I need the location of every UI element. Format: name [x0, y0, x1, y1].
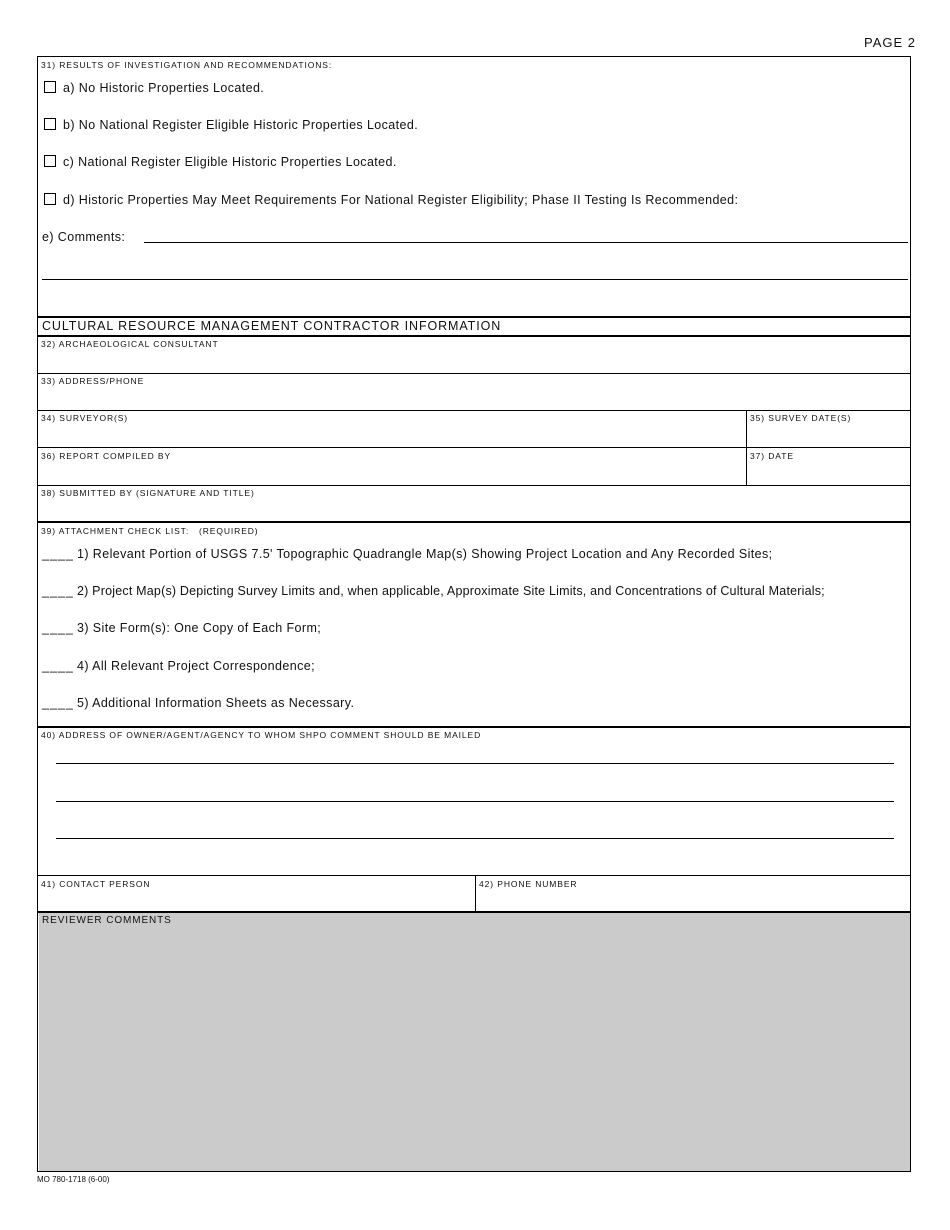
survey-dates-label: 35) SURVEY DATE(S) — [750, 413, 852, 423]
results-label: 31) RESULTS OF INVESTIGATION AND RECOMMENDATIONS: — [41, 60, 333, 70]
checklist-blank-2[interactable]: ____ — [42, 584, 74, 598]
checklist-blank-5[interactable]: ____ — [42, 696, 74, 710]
mailing-address-line-2[interactable] — [56, 801, 894, 802]
contact-person-label: 41) CONTACT PERSON — [41, 879, 151, 889]
comments-line-2[interactable] — [42, 279, 908, 280]
mailing-address-line-3[interactable] — [56, 838, 894, 839]
divider — [38, 521, 910, 523]
submitted-by-label: 38) SUBMITTED BY (SIGNATURE AND TITLE) — [41, 488, 255, 498]
divider — [38, 335, 910, 337]
comments-line-1[interactable] — [144, 242, 908, 243]
address-phone-label: 33) ADDRESS/PHONE — [41, 376, 145, 386]
crm-section-header: CULTURAL RESOURCE MANAGEMENT CONTRACTOR INFORMATION — [42, 319, 502, 333]
form-number: MO 780-1718 (6-00) — [37, 1175, 110, 1184]
checklist-blank-1[interactable]: ____ — [42, 547, 74, 561]
checklist-item-5: 5) Additional Information Sheets as Necessary. — [77, 696, 355, 710]
checkbox-no-historic-properties[interactable] — [44, 81, 56, 93]
option-b-label: b) No National Register Eligible Historic Properties Located. — [63, 118, 419, 132]
divider — [38, 875, 910, 876]
divider — [38, 726, 910, 728]
attachment-checklist-label: 39) ATTACHMENT CHECK LIST: — [41, 526, 190, 536]
mailing-address-line-1[interactable] — [56, 763, 894, 764]
option-a-label: a) No Historic Properties Located. — [63, 81, 265, 95]
checkbox-eligible-properties[interactable] — [44, 155, 56, 167]
reviewer-comments-area — [39, 913, 910, 1171]
archaeological-consultant-label: 32) ARCHAEOLOGICAL CONSULTANT — [41, 339, 219, 349]
checklist-item-3: 3) Site Form(s): One Copy of Each Form; — [77, 621, 322, 635]
reviewer-comments-label: REVIEWER COMMENTS — [42, 915, 172, 926]
checklist-item-1: 1) Relevant Portion of USGS 7.5' Topographic Quadrangle Map(s) Showing Project Location and Any Recorded Sites; — [77, 547, 773, 561]
checklist-item-2: 2) Project Map(s) Depicting Survey Limits and, when applicable, Approximate Site Limits, and Concentrations of Cultural Materials; — [77, 584, 825, 598]
phone-number-label: 42) PHONE NUMBER — [479, 879, 578, 889]
checklist-blank-4[interactable]: ____ — [42, 659, 74, 673]
divider — [38, 410, 910, 411]
checkbox-no-eligible-properties[interactable] — [44, 118, 56, 130]
option-c-label: c) National Register Eligible Historic Properties Located. — [63, 155, 397, 169]
date-label: 37) DATE — [750, 451, 794, 461]
checkbox-phase-ii-testing[interactable] — [44, 193, 56, 205]
checklist-blank-3[interactable]: ____ — [42, 621, 74, 635]
page-number: PAGE 2 — [864, 35, 917, 50]
comments-label: e) Comments: — [42, 230, 126, 244]
report-compiled-by-label: 36) REPORT COMPILED BY — [41, 451, 172, 461]
surveyors-label: 34) SURVEYOR(S) — [41, 413, 129, 423]
checklist-item-4: 4) All Relevant Project Correspondence; — [77, 659, 315, 673]
divider — [475, 875, 476, 912]
mailing-address-label: 40) ADDRESS OF OWNER/AGENT/AGENCY TO WHOM SHPO COMMENT SHOULD BE MAILED — [41, 730, 482, 740]
required-note: (REQUIRED) — [199, 526, 259, 536]
divider — [38, 316, 910, 318]
divider — [38, 485, 910, 486]
divider — [38, 373, 910, 374]
divider — [38, 447, 910, 448]
option-d-label: d) Historic Properties May Meet Requirements For National Register Eligibility; Phase II Testing Is Recommended: — [63, 193, 739, 207]
form-page-2 — [37, 56, 911, 1172]
